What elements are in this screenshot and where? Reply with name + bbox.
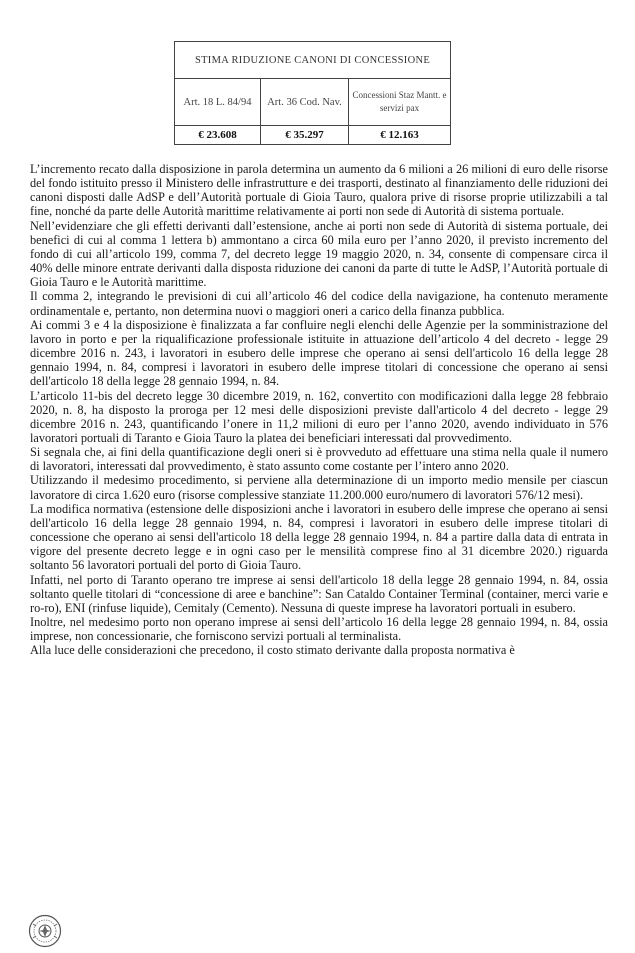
- stima-table: [174, 41, 451, 145]
- paragraph: Infatti, nel porto di Taranto operano tre imprese ai sensi dell'articolo 18 della legge 28 gennaio 1994, n. 84, ossia soltanto quelle titolari di “concessione di aree e banchine”: San Cataldo Container Terminal (container, merci varie e ro-ro), ENI (rinfuse liquide), Cemitaly (Cemento). Nessuna di queste imprese ha lavoratori portuali in esubero.: [30, 572, 608, 615]
- paragraph: L’articolo 11-bis del decreto legge 30 dicembre 2019, n. 162, convertito con modificazioni dalla legge 28 febbraio 2020, n. 8, ha disposto la proroga per 12 mesi delle disposizioni previste dall'articolo 4 del decreto - legge 29 dicembre 2016 n. 243, quantificando l’onere in 11,2 milioni di euro per l’anno 2020, avendo individuato in 576 lavoratori portuali di Taranto e Gioia Tauro la platea dei beneficiari interessati dal provvedimento.: [30, 388, 608, 445]
- column-header-art18: Art. 18 L. 84/94: [175, 79, 261, 126]
- value-art36: € 35.297: [261, 126, 349, 145]
- paragraph: Alla luce delle considerazioni che precedono, il costo stimato derivante dalla proposta normativa è: [30, 643, 515, 658]
- paragraph: Ai commi 3 e 4 la disposizione è finalizzata a far confluire negli elenchi delle Agenzie per la somministrazione del lavoro in porto e per la riqualificazione professionale istituite in attuazione dell’articolo 4 del decreto - legge 29 dicembre 2016 n. 243, i lavoratori in esubero delle imprese che operano ai sensi dell'articolo 16 della legge 28 gennaio 1994, n. 84, compresi i lavoratori in esubero delle imprese titolari di concessione che operano ai sensi dell'articolo 18 della legge 28 gennaio 1994, n. 84.: [30, 317, 608, 389]
- column-header-concessioni: Concessioni Staz Mantt. e servizi pax: [349, 79, 451, 126]
- value-art18: € 23.608: [175, 126, 261, 145]
- paragraph: La modifica normativa (estensione delle disposizioni anche i lavoratori in esubero delle imprese che operano ai sensi dell'articolo 16 della legge 28 gennaio 1994, n. 84, compresi i lavoratori in esubero delle imprese titolari di concessione che operano ai sensi dell'articolo 18 della legge 28 gennaio 1994, n. 84 a partire dalla data di entrata in vigore del presente decreto legge e in ogni caso per le mensilità comprese fino al 31 dicembre 2020.) riguarda soltanto 56 lavoratori portuali del porto di Gioia Tauro.: [30, 501, 608, 573]
- paragraph: L’incremento recato dalla disposizione in parola determina un aumento da 6 milioni a 26 milioni di euro delle risorse del fondo istituito presso il Ministero delle infrastrutture e dei trasporti, destinato al finanziamento delle riduzioni dei canoni disposti dalle AdSP e dell’Autorità portuale di Gioia Tauro, qualora prive di risorse proprie utilizzabili a tal fine, nonché da parte delle Autorità marittime relativamente ai porti non sede di Autorità di sistema portuale.: [30, 162, 608, 219]
- paragraph: Si segnala che, ai fini della quantificazione degli oneri si è provveduto ad effettuare una stima nella quale il numero di lavoratori, interessati dal provvedimento, è stato assunto come costante per l’intero anno 2020.: [30, 445, 608, 474]
- value-concessioni: € 12.163: [349, 126, 451, 145]
- paragraph: Il comma 2, integrando le previsioni di cui all’articolo 46 del codice della navigazione, ha contenuto meramente ordinamentale e, pertanto, non determina nuovi o maggiori oneri a carico della finanza pubblica.: [30, 289, 608, 318]
- paragraph: Inoltre, nel medesimo porto non operano imprese ai sensi dell’articolo 16 della legge 28 gennaio 1994, n. 84, ossia imprese, non concessionarie, che forniscono servizi portuali al terminalista.: [30, 615, 608, 644]
- column-header-art36: Art. 36 Cod. Nav.: [261, 79, 349, 126]
- body-text: [30, 162, 608, 657]
- seal-stamp-icon: [28, 914, 62, 948]
- paragraph: Nell’evidenziare che gli effetti derivanti dall’estensione, anche ai porti non sede di Autorità di sistema portuale, dei benefici di cui al comma 1 lettera b) ammontano a circa 60 mila euro per l’anno 2020, il previsto incremento del fondo di cui all’articolo 199, comma 7, del decreto legge 19 maggio 2020, n. 34, consente di compensare circa il 40% delle minore entrate derivanti dalla disposta riduzione dei canoni da parte di tutte le AdSP, l’Autorità portuale di Gioia Tauro e le Autorità marittime.: [30, 218, 608, 290]
- paragraph: Utilizzando il medesimo procedimento, si perviene alla determinazione di un importo medio mensile per ciascun lavoratore di circa 1.620 euro (risorse complessive stanziate 11.200.000 euro/numero di lavoratori 576/12 mesi).: [30, 473, 608, 502]
- table-title: STIMA RIDUZIONE CANONI DI CONCESSIONE: [175, 42, 451, 79]
